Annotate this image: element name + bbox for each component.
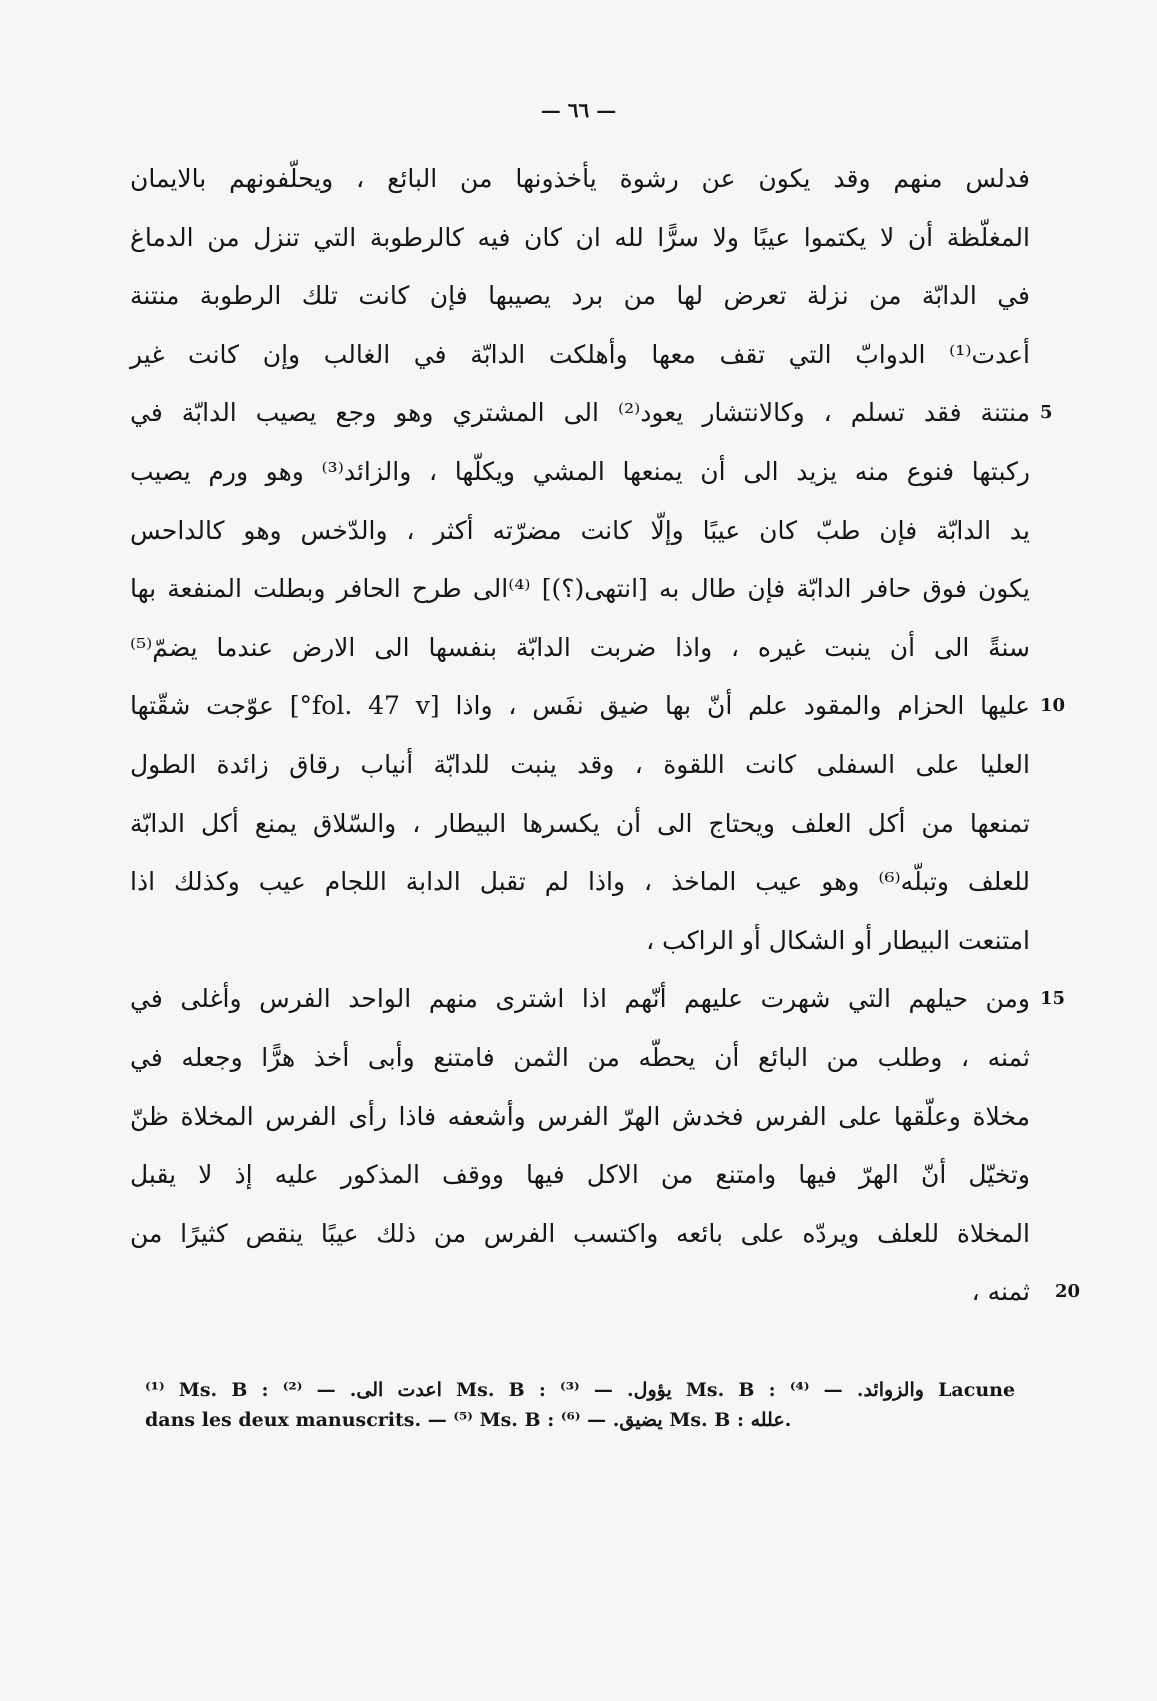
text-line bbox=[130, 970, 1066, 1029]
line-number: 20 bbox=[1054, 1281, 1080, 1303]
line-text: المغلّظة أن لا يكتموا عيبًا ولا سرًّا لله ان كان فيه كالرطوبة التي تنزل من الدماغ bbox=[130, 222, 1030, 252]
text-line bbox=[130, 912, 1030, 971]
text-line bbox=[130, 1146, 1030, 1205]
text-line bbox=[130, 560, 1030, 619]
line-text: للعلف وتبلّه⁽⁶⁾ وهو عيب الماخذ ، واذا لم تقبل الدابة اللجام عيب وكذلك اذا bbox=[130, 867, 1030, 897]
line-number: 15 bbox=[1040, 988, 1066, 1010]
line-number: 5 bbox=[1040, 402, 1053, 424]
text-line bbox=[130, 150, 1030, 209]
line-number: 10 bbox=[1040, 695, 1066, 717]
line-text: عليها الحزام والمقود علم أنّ بها ضيق نفَس ، واذا [fol. 47 v°] عوّجت شقّتها bbox=[130, 691, 1030, 721]
line-text: ومن حيلهم التي شهرت عليهم أنّهم اذا اشترى منهم الواحد الفرس وأغلى في bbox=[130, 984, 1030, 1014]
line-text: مخلاة وعلّقها على الفرس فخدش الهرّ الفرس وأشعفه فاذا رأى الفرس المخلاة ظنّ bbox=[130, 1101, 1030, 1131]
footnotes bbox=[145, 1375, 1015, 1435]
footnote-line: dans les deux manuscrits. — ⁽⁵⁾ Ms. B : يضيق. — ⁽⁶⁾ Ms. B : علله. bbox=[145, 1409, 792, 1431]
line-text: يد الدابّة فإن طبّ كان عيبًا وإلّا كانت مضرّته أكثر ، والدّخس وهو كالداحس bbox=[130, 515, 1030, 545]
line-text: سنةً الى أن ينبت غيره ، واذا ضربت الدابّة بنفسها الى الارض عندما يضمّ⁽⁵⁾ bbox=[130, 632, 1030, 662]
body-text bbox=[130, 150, 1080, 1322]
text-line bbox=[130, 677, 1066, 736]
text-line bbox=[130, 853, 1030, 912]
text-line bbox=[130, 795, 1030, 854]
line-text: أعدت⁽¹⁾ الدوابّ التي تقف معها وأهلكت الدابّة في الغالب وإن كانت غير bbox=[130, 339, 1030, 369]
text-line bbox=[130, 267, 1030, 326]
text-line bbox=[130, 326, 1030, 385]
text-line bbox=[130, 209, 1030, 268]
text-line bbox=[130, 736, 1030, 795]
line-text: العليا على السفلى كانت اللقوة ، وقد ينبت للدابّة أنياب رقاق زائدة الطول bbox=[130, 749, 1030, 779]
text-line bbox=[130, 1263, 1080, 1322]
text-line bbox=[130, 384, 1053, 443]
text-line bbox=[130, 619, 1030, 678]
line-text: ثمنه ، وطلب من البائع أن يحطّه من الثمن فامتنع وأبى أخذ هرًّا وجعله في bbox=[130, 1042, 1030, 1072]
footnote-line: ⁽¹⁾ Ms. B : اعدت الى. — ⁽²⁾ Ms. B : يؤول. — ⁽³⁾ Ms. B : والزوائد. — ⁽⁴⁾ Lacune bbox=[145, 1379, 1016, 1401]
line-text: يكون فوق حافر الدابّة فإن طال به [انتهى(؟)] ⁽⁴⁾الى طرح الحافر وبطلت المنفعة بها bbox=[130, 574, 1030, 604]
line-text: تمنعها من أكل العلف ويحتاج الى أن يكسرها البيطار ، والسّلاق يمنع أكل الدابّة bbox=[130, 808, 1030, 838]
line-text: المخلاة للعلف ويردّه على بائعه واكتسب الفرس من ذلك عيبًا ينقص كثيرًا من bbox=[130, 1218, 1030, 1248]
line-text: امتنعت البيطار أو الشكال أو الراكب ، bbox=[646, 925, 1030, 955]
line-text: في الدابّة من نزلة تعرض لها من برد يصيبها فإن كانت تلك الرطوبة منتنة bbox=[130, 281, 1030, 311]
text-line bbox=[130, 1205, 1030, 1264]
text-line bbox=[130, 443, 1030, 502]
line-text: ثمنه ، bbox=[971, 1277, 1030, 1307]
page-number: — ٦٦ — bbox=[540, 98, 617, 122]
text-line bbox=[130, 502, 1030, 561]
text-line bbox=[130, 1088, 1030, 1147]
line-text: فدلس منهم وقد يكون عن رشوة يأخذونها من البائع ، ويحلّفونهم بالايمان bbox=[130, 164, 1030, 193]
line-text: منتنة فقد تسلم ، وكالانتشار يعود⁽²⁾ الى المشتري وهو وجع يصيب الدابّة في bbox=[130, 398, 1030, 428]
text-line bbox=[130, 1029, 1030, 1088]
line-text: ركبتها فنوع منه يزيد الى أن يمنعها المشي ويكلّها ، والزائد⁽³⁾ وهو ورم يصيب bbox=[130, 456, 1030, 486]
line-text: وتخيّل أنّ الهرّ فيها وامتنع من الاكل فيها ووقف المذكور عليه إذ لا يقبل bbox=[130, 1160, 1030, 1190]
